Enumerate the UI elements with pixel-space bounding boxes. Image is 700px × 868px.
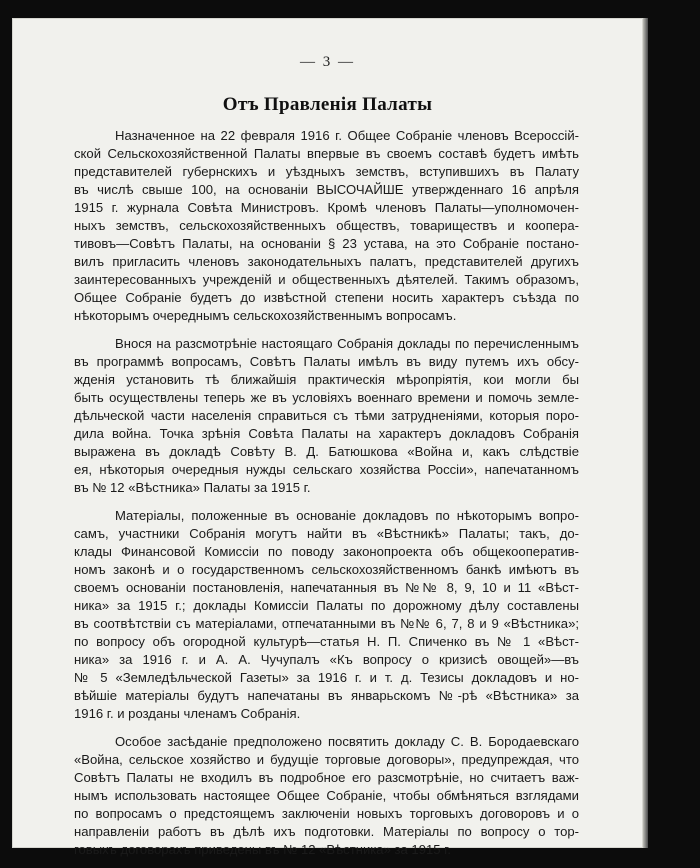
- text-line: по вопросамъ о предстоящемъ заключеніи новыхъ торговыхъ договоровъ и о: [74, 806, 579, 821]
- text-line: вѣйшіе матеріалы будутъ напечатаны въ январьскомъ №-рѣ «Вѣстника» за: [74, 688, 579, 703]
- paragraph-gap: [74, 497, 579, 507]
- text-line: по вопросу объ огородной культурѣ—статья Н. П. Спиченко въ № 1 «Вѣст-: [74, 634, 579, 649]
- text-line: Общее Собраніе будетъ до извѣстной степени носить характеръ съѣзда по: [74, 290, 579, 305]
- paragraph-3: [74, 507, 579, 723]
- text-line: Назначенное на 22 февраля 1916 г. Общее Собраніе членовъ Всероссій-: [115, 128, 579, 143]
- text-line: нымъ использовать настоящее Общее Собраніе, чтобы обмѣняться взглядами: [74, 788, 579, 803]
- text-line: ника» за 1916 г. и А. А. Чучупалъ «Къ вопросу о кризисѣ овощей»—въ: [74, 652, 579, 667]
- document-page: [12, 18, 643, 857]
- text-line: ея, нѣкоторыя очередныя нужды сельскаго хозяйства Россіи», напечатанномъ: [74, 462, 579, 477]
- text-line: 1916 г. и розданы членамъ Собранія.: [74, 706, 301, 721]
- text-line: ныхъ земствъ, сельскохозяйственныхъ обществъ, товариществъ и коопера-: [74, 218, 579, 233]
- text-line: тивовъ—Совѣтъ Палаты, на основаніи § 23 устава, на это Собраніе постано-: [74, 236, 579, 251]
- text-line: вилъ пригласить членовъ законодательныхъ палатъ, представителей другихъ: [74, 254, 579, 269]
- paragraph-gap: [74, 723, 579, 733]
- text-line: Матеріалы, положенные въ основаніе докладовъ по нѣкоторымъ вопро-: [115, 508, 579, 523]
- page-title: Отъ Правленія Палаты: [222, 94, 433, 115]
- text-line: быть осуществлены теперь же въ условіяхъ военнаго времени и помочь земле-: [74, 390, 579, 405]
- text-line: дила война. Точка зрѣнія Совѣта Палаты на характеръ докладовъ Собранія: [74, 426, 579, 441]
- text-line: самъ, участники Собранія могутъ найти въ «Вѣстникѣ» Палаты; такъ, до-: [74, 526, 579, 541]
- text-line: «Война, сельское хозяйство и будущіе торговые договоры», предупреждая, что: [74, 752, 579, 767]
- text-line: номъ законѣ и о государственномъ сельскохозяйственномъ банкѣ имѣютъ въ: [74, 562, 579, 577]
- text-line: 1915 г. журнала Совѣта Министровъ. Кромѣ членовъ Палаты—уполномочен-: [74, 200, 579, 215]
- text-line: въ № 12 «Вѣстника» Палаты за 1915 г.: [74, 480, 311, 495]
- text-line: дѣльческой части населенія справиться съ тѣми затрудненіями, которыя поро-: [74, 408, 579, 423]
- text-line: заинтересованныхъ учрежденій и общественныхъ дѣятелей. Такимъ образомъ,: [74, 272, 579, 287]
- text-line: въ соотвѣтствіи съ матеріалами, отпечатанными въ №№ 6, 7, 8 и 9 «Вѣстника»;: [74, 616, 579, 631]
- text-line: Внося на разсмотрѣніе настоящаго Собранія доклады по перечисленнымъ: [115, 336, 579, 351]
- page-edge-shadow: [643, 18, 648, 848]
- paragraph-2: [74, 335, 579, 497]
- text-line: ской Сельскохозяйственной Палаты впервые въ своемъ составѣ будетъ имѣть: [74, 146, 579, 161]
- text-line: Особое засѣданіе предположено посвятить докладу С. В. Бородаевскаго: [115, 734, 579, 749]
- paragraph-4: [74, 733, 579, 859]
- text-line: № 5 «Земледѣльческой Газеты» за 1916 г. и т. д. Тезисы докладовъ и но-: [74, 670, 579, 685]
- text-line: ника» за 1915 г.; доклады Комиссіи Палаты по дорожному дѣлу составлены: [74, 598, 579, 613]
- text-line: Совѣтъ Палаты не входилъ въ подробное его разсмотрѣніе, но считаетъ важ-: [74, 770, 579, 785]
- body-text: [74, 127, 579, 859]
- paragraph-gap: [74, 325, 579, 335]
- paragraph-1: [74, 127, 579, 325]
- text-line: говыхъ договорахъ приведены въ № 12 «Вѣстника» за 1915 г.: [74, 842, 451, 857]
- text-line: выражена въ докладѣ Совѣту В. Д. Батюшкова «Война и, какъ слѣдствіе: [74, 444, 579, 459]
- page-number: — 3 —: [300, 54, 355, 70]
- text-line: представителей губернскихъ и уѣздныхъ земствъ, вступившихъ въ Палату: [74, 164, 579, 179]
- text-line: клады Финансовой Комиссіи по поводу законопроекта объ общекооператив-: [74, 544, 579, 559]
- text-line: въ числѣ свыше 100, на основаніи ВЫСОЧАЙШЕ утвержденнаго 16 апрѣля: [74, 182, 579, 197]
- text-line: направленіи работъ въ дѣлѣ ихъ подготовки. Матеріалы по вопросу о тор-: [74, 824, 579, 839]
- text-line: нѣкоторымъ очереднымъ сельскохозяйственнымъ вопросамъ.: [74, 308, 457, 323]
- text-line: жденія установить тѣ ближайшія практическія мѣропріятія, кои могли бы: [74, 372, 579, 387]
- text-line: въ программѣ вопросамъ, Совѣтъ Палаты имѣлъ въ виду путемъ ихъ обсу-: [74, 354, 579, 369]
- text-line: своемъ основаніи постановленія, напечатанныя въ №№ 8, 9, 10 и 11 «Вѣст-: [74, 580, 579, 595]
